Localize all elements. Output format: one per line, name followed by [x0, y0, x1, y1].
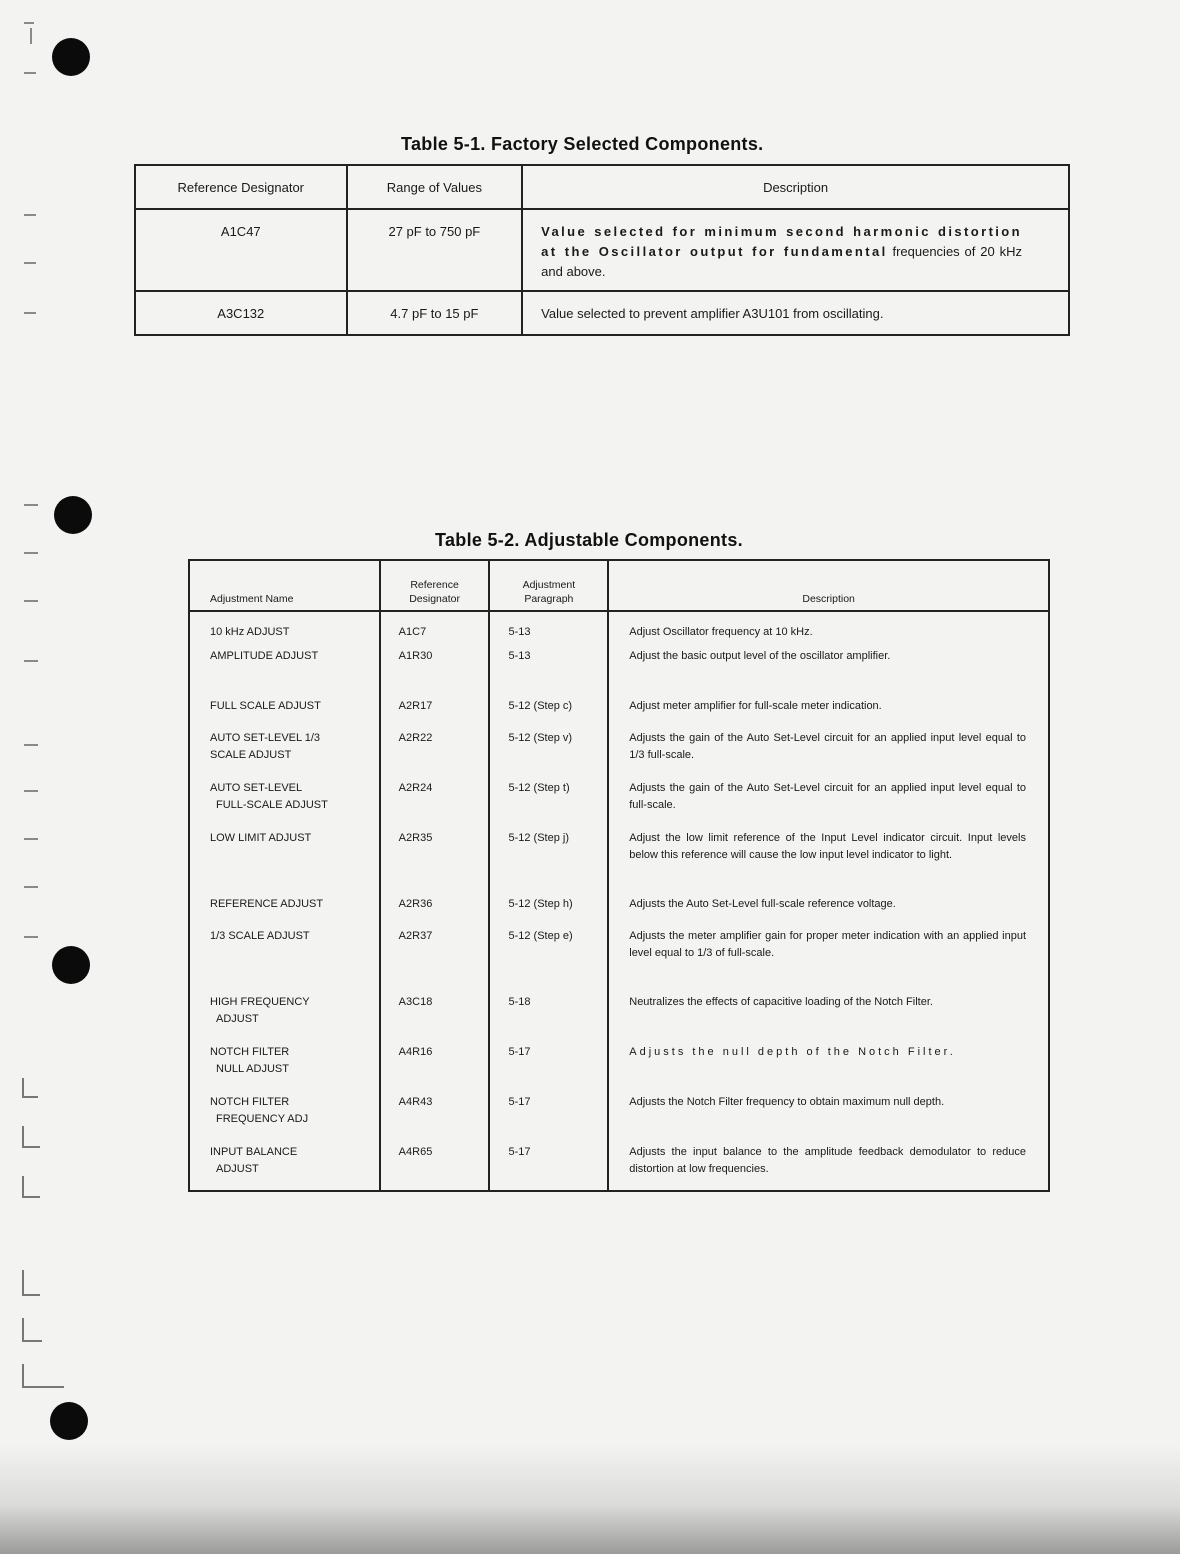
description-text: frequencies of 20 kHz and above. [541, 244, 1022, 279]
adjustment-name-cell [189, 994, 380, 1044]
margin-mark [24, 22, 34, 24]
adjustment-name-cell [189, 1044, 380, 1094]
description-text: Adjusts the null depth of the Notch Filter. [629, 1046, 956, 1058]
table-row [189, 648, 1049, 698]
description-cell: Adjusts the input balance to the amplitude feedback demodulator to reduce distortion at low frequencies. [608, 1144, 1049, 1191]
reference-designator-cell: A2R22 [380, 730, 490, 780]
table-row [189, 1094, 1049, 1144]
margin-mark [24, 744, 38, 746]
adjustment-name-continued: NULL ADJUST [216, 1063, 289, 1075]
adjustment-name-continued: ADJUST [216, 1013, 259, 1025]
table-row [189, 1044, 1049, 1094]
description-cell: Adjust the basic output level of the oscillator amplifier. [608, 648, 1049, 698]
description-cell: Adjusts the Auto Set-Level full-scale reference voltage. [608, 896, 1049, 928]
reference-designator-cell: A4R43 [380, 1094, 490, 1144]
description-cell: Neutralizes the effects of capacitive loading of the Notch Filter. [608, 994, 1049, 1044]
table-row [189, 896, 1049, 928]
adjustment-paragraph-cell: 5-12 (Step j) [489, 830, 608, 896]
table-row [189, 780, 1049, 830]
reference-designator-cell: A3C18 [380, 994, 490, 1044]
adjustment-name-continued: SCALE ADJUST [210, 749, 292, 761]
adjustment-name-cell [189, 780, 380, 830]
column-header: Description [522, 165, 1069, 209]
adjustment-paragraph-cell: 5-13 [489, 611, 608, 648]
description-cell: Adjusts the meter amplifier gain for proper meter indication with an applied input level equal to 1/3 of full-scale. [608, 928, 1049, 994]
reference-designator-cell: A1C47 [135, 209, 347, 291]
table-row [189, 1144, 1049, 1191]
adjustment-paragraph-cell: 5-12 (Step h) [489, 896, 608, 928]
adjustment-name: FULL SCALE ADJUST [210, 700, 321, 712]
reference-designator-cell: A2R35 [380, 830, 490, 896]
margin-mark [24, 214, 36, 216]
margin-mark [24, 936, 38, 938]
adjustment-name-cell [189, 611, 380, 648]
punch-hole-upper-middle [54, 496, 92, 534]
margin-mark [24, 838, 38, 840]
adjustment-name-continued: FULL-SCALE ADJUST [216, 799, 328, 811]
punch-hole-top [52, 38, 90, 76]
table-row [135, 291, 1069, 335]
margin-bracket [22, 1176, 40, 1198]
adjustment-paragraph-cell: 5-18 [489, 994, 608, 1044]
table-row [189, 928, 1049, 994]
margin-mark [30, 28, 32, 44]
adjustment-name: 1/3 SCALE ADJUST [210, 930, 310, 942]
adjustment-paragraph-cell: 5-13 [489, 648, 608, 698]
column-header-line: Paragraph [524, 593, 574, 605]
reference-designator-cell: A2R17 [380, 698, 490, 730]
margin-bracket [22, 1364, 64, 1388]
adjustable-components-table [188, 559, 1050, 1192]
reference-designator-cell: A2R24 [380, 780, 490, 830]
adjustment-name: AUTO SET-LEVEL [210, 782, 303, 794]
adjustment-name-cell [189, 1094, 380, 1144]
adjustment-name: AMPLITUDE ADJUST [210, 650, 319, 662]
adjustment-name-cell [189, 1144, 380, 1191]
margin-bracket [22, 1318, 42, 1342]
adjustment-paragraph-cell: 5-17 [489, 1094, 608, 1144]
adjustment-paragraph-cell: 5-12 (Step v) [489, 730, 608, 780]
range-of-values-cell: 27 pF to 750 pF [347, 209, 523, 291]
description-cell [522, 291, 1069, 335]
adjustment-name-cell [189, 928, 380, 994]
margin-bracket [22, 1078, 38, 1098]
adjustment-paragraph-cell: 5-12 (Step e) [489, 928, 608, 994]
description-cell: Adjust Oscillator frequency at 10 kHz. [608, 611, 1049, 648]
reference-designator-cell: A2R36 [380, 896, 490, 928]
range-of-values-cell: 4.7 pF to 15 pF [347, 291, 523, 335]
description-cell [522, 209, 1069, 291]
column-header: Range of Values [347, 165, 523, 209]
description-cell: Adjust meter amplifier for full-scale meter indication. [608, 698, 1049, 730]
punch-hole-bottom [50, 1402, 88, 1440]
table1-title: Table 5-1. Factory Selected Components. [401, 134, 764, 154]
adjustment-name: REFERENCE ADJUST [210, 898, 324, 910]
margin-mark [24, 504, 38, 506]
adjustment-paragraph-cell: 5-12 (Step t) [489, 780, 608, 830]
reference-designator-cell: A2R37 [380, 928, 490, 994]
table2-title: Table 5-2. Adjustable Components. [435, 530, 743, 550]
adjustment-name: NOTCH FILTER [210, 1096, 290, 1108]
reference-designator-cell: A3C132 [135, 291, 347, 335]
reference-designator-cell: A4R65 [380, 1144, 490, 1191]
adjustment-name-continued: FREQUENCY ADJ [216, 1113, 309, 1125]
adjustment-name: INPUT BALANCE [210, 1146, 298, 1158]
margin-mark [24, 660, 38, 662]
column-header-line: Designator [409, 593, 460, 605]
table-row [135, 209, 1069, 291]
adjustment-name: HIGH FREQUENCY [210, 996, 310, 1008]
description-cell: Adjusts the gain of the Auto Set-Level circuit for an applied input level equal to 1/3 full-scale. [608, 730, 1049, 780]
description-cell: Adjust the low limit reference of the Input Level indicator circuit. Input levels below this reference will cause the low input level indicator to light. [608, 830, 1049, 896]
reference-designator-cell: A4R16 [380, 1044, 490, 1094]
table-row [189, 830, 1049, 896]
description-cell: Adjusts the Notch Filter frequency to obtain maximum null depth. [608, 1094, 1049, 1144]
adjustment-paragraph-cell: 5-17 [489, 1044, 608, 1094]
column-header-line: Adjustment [522, 579, 576, 591]
margin-bracket [22, 1126, 40, 1148]
adjustment-name-cell [189, 730, 380, 780]
adjustment-name: LOW LIMIT ADJUST [210, 832, 312, 844]
description-text: Value selected for minimum second harmonic distortion at the Oscillator output for fundamental [541, 224, 1022, 259]
description-cell [608, 1044, 1049, 1094]
table-header-row [135, 165, 1069, 209]
margin-mark [24, 552, 38, 554]
description-text: Value selected to prevent amplifier A3U101 from oscillating. [541, 306, 884, 321]
margin-bracket [22, 1270, 40, 1296]
column-header: Reference Designator [135, 165, 347, 209]
column-header [380, 560, 490, 611]
factory-selected-components-table [134, 164, 1070, 336]
adjustment-name: NOTCH FILTER [210, 1046, 290, 1058]
column-header: Adjustment Name [189, 560, 380, 611]
table-row [189, 994, 1049, 1044]
margin-mark [24, 886, 38, 888]
table-header-row [189, 560, 1049, 611]
margin-mark [24, 262, 36, 264]
table-row [189, 698, 1049, 730]
scan-edge-shadow [0, 1444, 1180, 1554]
margin-mark [24, 312, 36, 314]
adjustment-name: AUTO SET-LEVEL 1/3 [210, 732, 321, 744]
margin-mark [24, 600, 38, 602]
adjustment-name: 10 kHz ADJUST [210, 626, 290, 638]
column-header [489, 560, 608, 611]
description-cell: Adjusts the gain of the Auto Set-Level circuit for an applied input level equal to full-scale. [608, 780, 1049, 830]
reference-designator-cell: A1R30 [380, 648, 490, 698]
reference-designator-cell: A1C7 [380, 611, 490, 648]
margin-mark [24, 790, 38, 792]
adjustment-name-cell [189, 698, 380, 730]
adjustment-paragraph-cell: 5-17 [489, 1144, 608, 1191]
punch-hole-lower-middle [52, 946, 90, 984]
adjustment-name-continued: ADJUST [216, 1163, 259, 1175]
adjustment-name-cell [189, 830, 380, 896]
table-row [189, 611, 1049, 648]
adjustment-paragraph-cell: 5-12 (Step c) [489, 698, 608, 730]
adjustment-name-cell [189, 896, 380, 928]
table-row [189, 730, 1049, 780]
column-header: Description [608, 560, 1049, 611]
adjustment-name-cell [189, 648, 380, 698]
column-header-line: Reference [410, 579, 459, 591]
margin-mark [24, 72, 36, 74]
